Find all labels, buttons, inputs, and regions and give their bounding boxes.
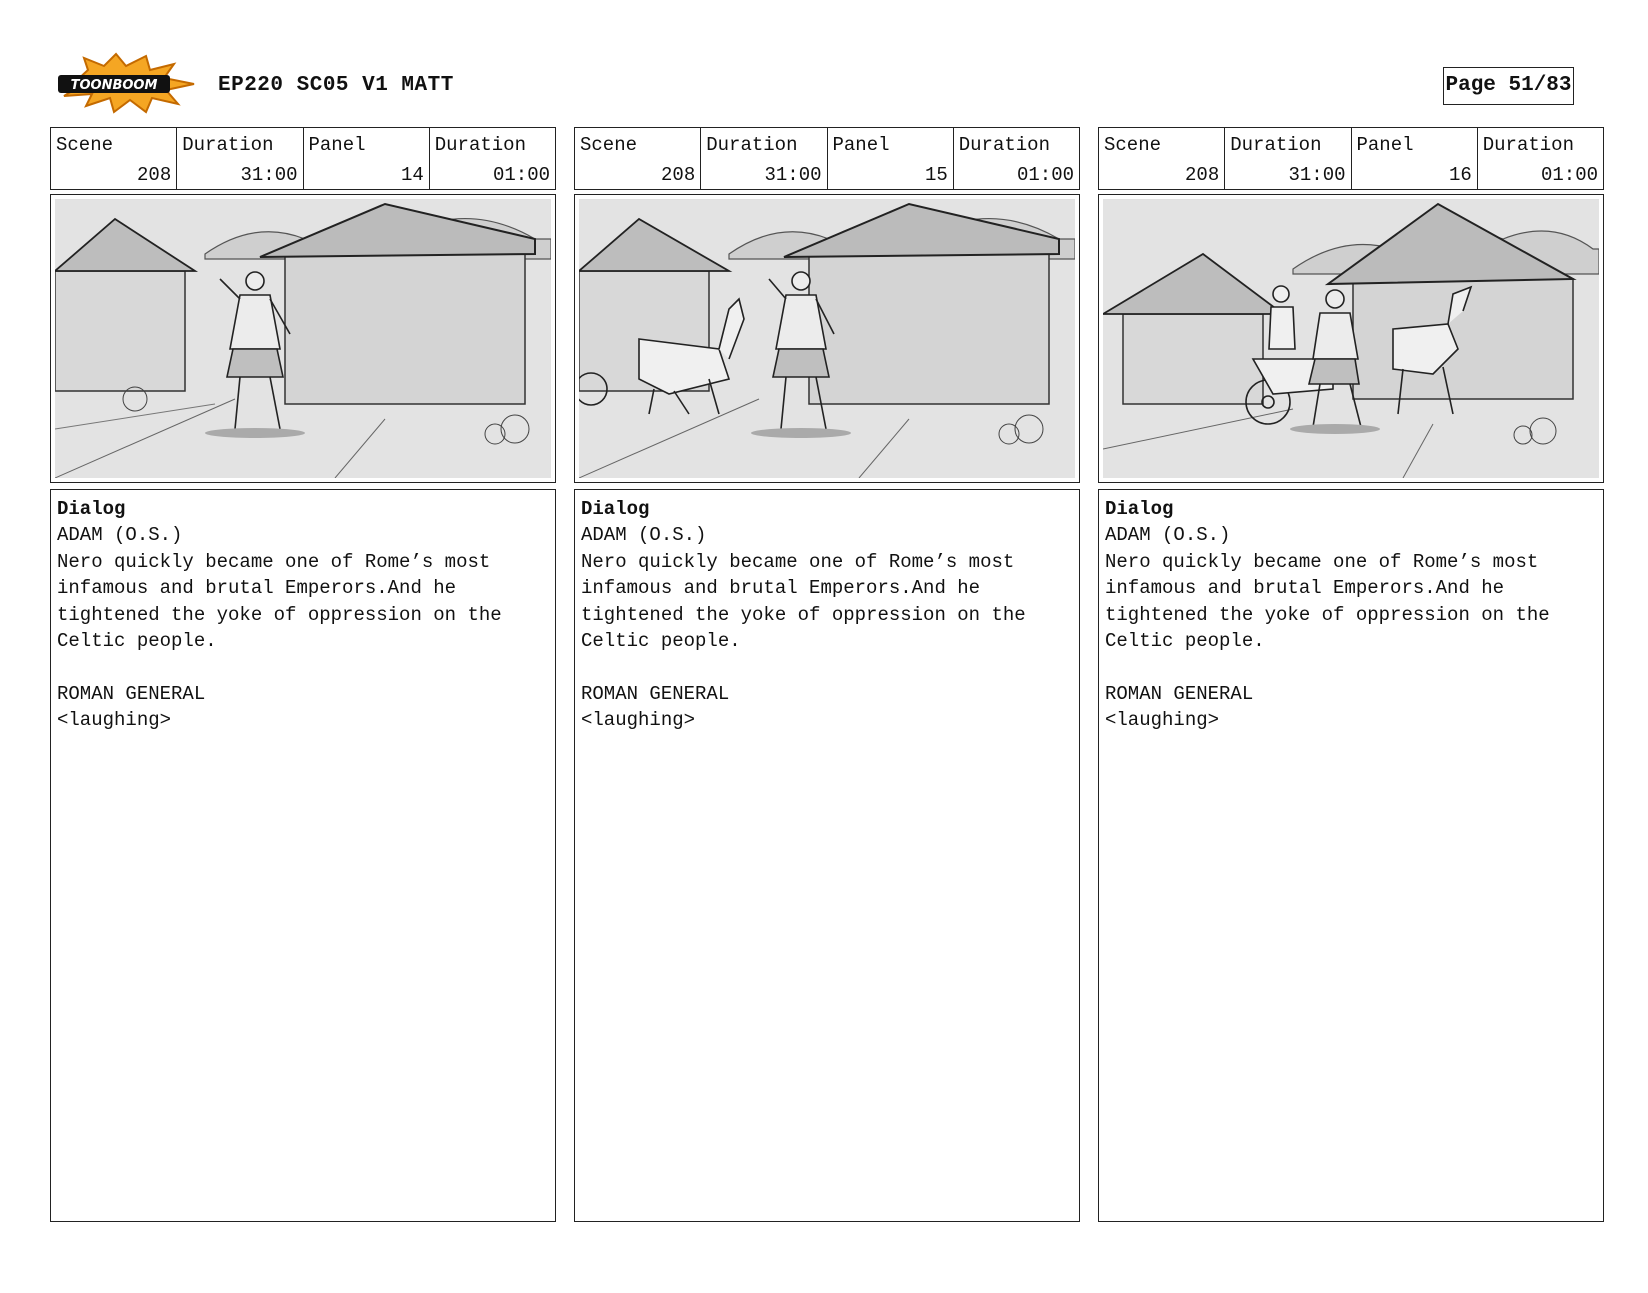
speaker-name: ADAM (O.S.) <box>581 524 707 546</box>
dialog-line: <laughing> <box>581 709 696 731</box>
panel-cell <box>304 128 430 189</box>
dialog-heading: Dialog <box>57 498 126 520</box>
scene-duration-label: Duration <box>1230 134 1322 156</box>
panel-image-frame <box>50 194 556 483</box>
speaker-name: ROMAN GENERAL <box>581 682 730 705</box>
panel-info-bar <box>1098 127 1604 190</box>
dialog-heading: Dialog <box>581 498 650 520</box>
scene-label: Scene <box>1104 134 1162 156</box>
scene-duration-cell <box>177 128 303 189</box>
logo-text: TOONBOOM <box>70 78 158 93</box>
dialog-line: tightened the yoke of oppression on the <box>1105 603 1550 626</box>
dialog-line: Nero quickly became one of Rome’s most <box>57 550 491 573</box>
panel-label: Panel <box>832 134 890 156</box>
panel-duration-cell <box>954 128 1079 189</box>
dialog-line: infamous and brutal Emperors.And he <box>1105 577 1505 599</box>
panel-duration-value: 01:00 <box>1016 164 1074 186</box>
scene-value: 208 <box>661 164 696 186</box>
scene-label: Scene <box>580 134 638 156</box>
panel-label: Panel <box>1356 134 1414 156</box>
dialog-line: Celtic people. <box>57 630 217 652</box>
dialog-heading: Dialog <box>1105 498 1174 520</box>
panel-info-bar <box>574 127 1080 190</box>
scene-value: 208 <box>137 164 172 186</box>
scene-cell <box>575 128 701 189</box>
storyboard-sketch <box>55 199 551 478</box>
scene-label: Scene <box>56 134 114 156</box>
document-title: EP220 SC05 V1 MATT <box>218 74 454 97</box>
dialog-line: <laughing> <box>1105 709 1220 731</box>
dialog-box <box>1098 489 1604 1222</box>
panel-duration-label: Duration <box>1482 134 1574 156</box>
scene-value: 208 <box>1185 164 1220 186</box>
speaker-name: ADAM (O.S.) <box>1105 524 1231 546</box>
scene-duration-value: 31:00 <box>1288 164 1346 186</box>
panel-label: Panel <box>308 134 366 156</box>
panel-duration-label: Duration <box>958 134 1050 156</box>
scene-cell <box>1099 128 1225 189</box>
dialog-line: Nero quickly became one of Rome’s most <box>581 550 1015 573</box>
dialog-line: infamous and brutal Emperors.And he <box>57 577 457 599</box>
storyboard-sketch <box>1103 199 1599 478</box>
speaker-name: ROMAN GENERAL <box>57 682 206 705</box>
dialog-box <box>574 489 1080 1222</box>
panel-duration-cell <box>1478 128 1603 189</box>
panel-value: 14 <box>400 164 424 186</box>
dialog-box <box>50 489 556 1222</box>
panel-info-bar <box>50 127 556 190</box>
panel-cell <box>828 128 954 189</box>
scene-duration-cell <box>701 128 827 189</box>
panel-image-frame <box>574 194 1080 483</box>
panel-cell <box>1352 128 1478 189</box>
dialog-line: tightened the yoke of oppression on the <box>57 603 502 626</box>
speaker-name: ROMAN GENERAL <box>1105 682 1254 705</box>
dialog-line: <laughing> <box>57 709 172 731</box>
panel-value: 16 <box>1448 164 1472 186</box>
dialog-line: tightened the yoke of oppression on the <box>581 603 1026 626</box>
storyboard-sketch <box>579 199 1075 478</box>
dialog-line: infamous and brutal Emperors.And he <box>581 577 981 599</box>
dialog-line: Nero quickly became one of Rome’s most <box>1105 550 1539 573</box>
panel-duration-cell <box>430 128 555 189</box>
dialog-line: Celtic people. <box>581 630 741 652</box>
dialog-line: Celtic people. <box>1105 630 1265 652</box>
toonboom-logo <box>54 52 198 114</box>
page-number: Page 51/83 <box>1443 67 1574 105</box>
scene-duration-value: 31:00 <box>764 164 822 186</box>
scene-duration-label: Duration <box>182 134 274 156</box>
panel-duration-label: Duration <box>434 134 526 156</box>
panel-value: 15 <box>924 164 948 186</box>
panel-duration-value: 01:00 <box>1540 164 1598 186</box>
scene-duration-label: Duration <box>706 134 798 156</box>
scene-cell <box>51 128 177 189</box>
panel-image-frame <box>1098 194 1604 483</box>
scene-duration-value: 31:00 <box>240 164 298 186</box>
speaker-name: ADAM (O.S.) <box>57 524 183 546</box>
panel-duration-value: 01:00 <box>492 164 550 186</box>
scene-duration-cell <box>1225 128 1351 189</box>
